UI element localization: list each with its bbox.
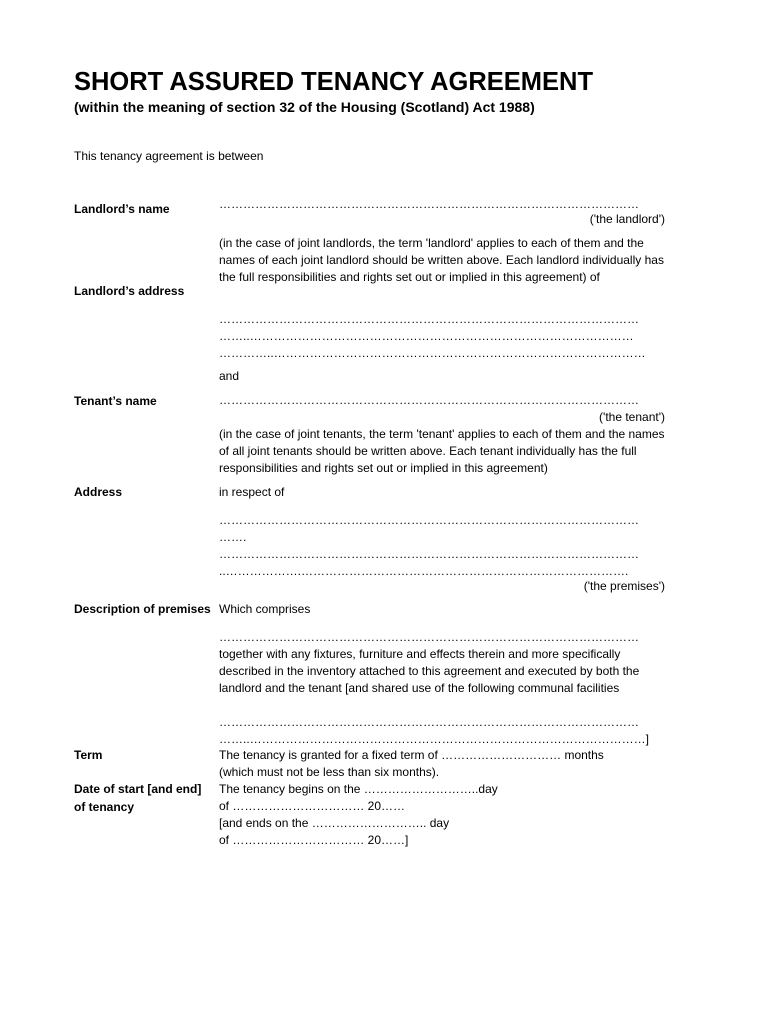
the-landlord-text: ('the landlord'): [589, 212, 665, 226]
landlord-address-label: Landlord’s address: [74, 284, 185, 298]
date-line-3: [and ends on the ……………………….. day: [219, 816, 450, 830]
term-line-1: The tenancy is granted for a fixed term of ………………………… months: [219, 748, 604, 762]
facilities-line-1: ……………………………………………………………………………………………: [219, 715, 639, 729]
document-subtitle: (within the meaning of section 32 of the Housing (Scotland) Act 1988): [74, 99, 535, 115]
landlord-name-dots: ……………………………………………………………………………………………: [219, 197, 639, 211]
address-line-4: ..……………….……………………………………………………………………….: [219, 564, 629, 578]
date-line-4: of …………………………… 20……]: [219, 833, 409, 847]
fixtures-text: together with any fixtures, furniture and effects therein and more specifically described in the inventory attached to this agreement and executed by both the landlord and the tenant [and shared use of the following communal facilities: [219, 647, 640, 695]
and-text: and: [219, 369, 240, 383]
joint-landlords-note: (in the case of joint landlords, the term 'landlord' applies to each of them and the names of each joint landlord should be written above. Each landlord individually has the full responsibilities and rights set out or implied in this agreement) of: [219, 236, 664, 284]
term-line-2: (which must not be less than six months).: [219, 765, 440, 779]
joint-tenants-note: (in the case of joint tenants, the term 'tenant' applies to each of them and the names of all joint tenants should be written above. Each tenant individually has the full responsibilities and rights set out or implied in this agreement): [219, 427, 665, 475]
intro-text: This tenancy agreement is between: [74, 149, 264, 163]
date-line-1: The tenancy begins on the ………………………..day: [219, 782, 498, 796]
description-line-1: ……………………………………………………………………………………………: [219, 630, 639, 644]
landlord-address-line-3: …………..…………………………………………………………………………………: [219, 346, 646, 360]
tenant-name-label: Tenant’s name: [74, 394, 157, 408]
landlord-address-line-2: ……..……………………………………………………………………………………: [219, 329, 634, 343]
description-label: Description of premises: [74, 602, 211, 616]
which-comprises-text: Which comprises: [219, 602, 311, 616]
address-line-3: ……………………………………………………………………………………………: [219, 547, 639, 561]
address-line-2: …….: [219, 530, 247, 544]
date-of-start-label: Date of start [and end] of tenancy: [74, 782, 202, 814]
the-premises-text: ('the premises'): [583, 579, 665, 593]
address-label: Address: [74, 485, 123, 499]
tenant-name-dots: ……………………………………………………………………………………………: [219, 393, 639, 407]
in-respect-of-text: in respect of: [219, 485, 285, 499]
term-label: Term: [74, 748, 103, 762]
document-title: SHORT ASSURED TENANCY AGREEMENT: [74, 68, 594, 96]
landlord-name-label: Landlord’s name: [74, 202, 170, 216]
the-tenant-text: ('the tenant'): [599, 410, 665, 424]
date-line-2: of …………………………… 20……: [219, 799, 406, 813]
landlord-address-line-1: ……………………………………………………………………………………………: [219, 312, 639, 326]
address-line-1: ……………………………………………………………………………………………: [219, 513, 639, 527]
facilities-line-2: ……..………………………………………………………………………………………]: [219, 732, 650, 746]
